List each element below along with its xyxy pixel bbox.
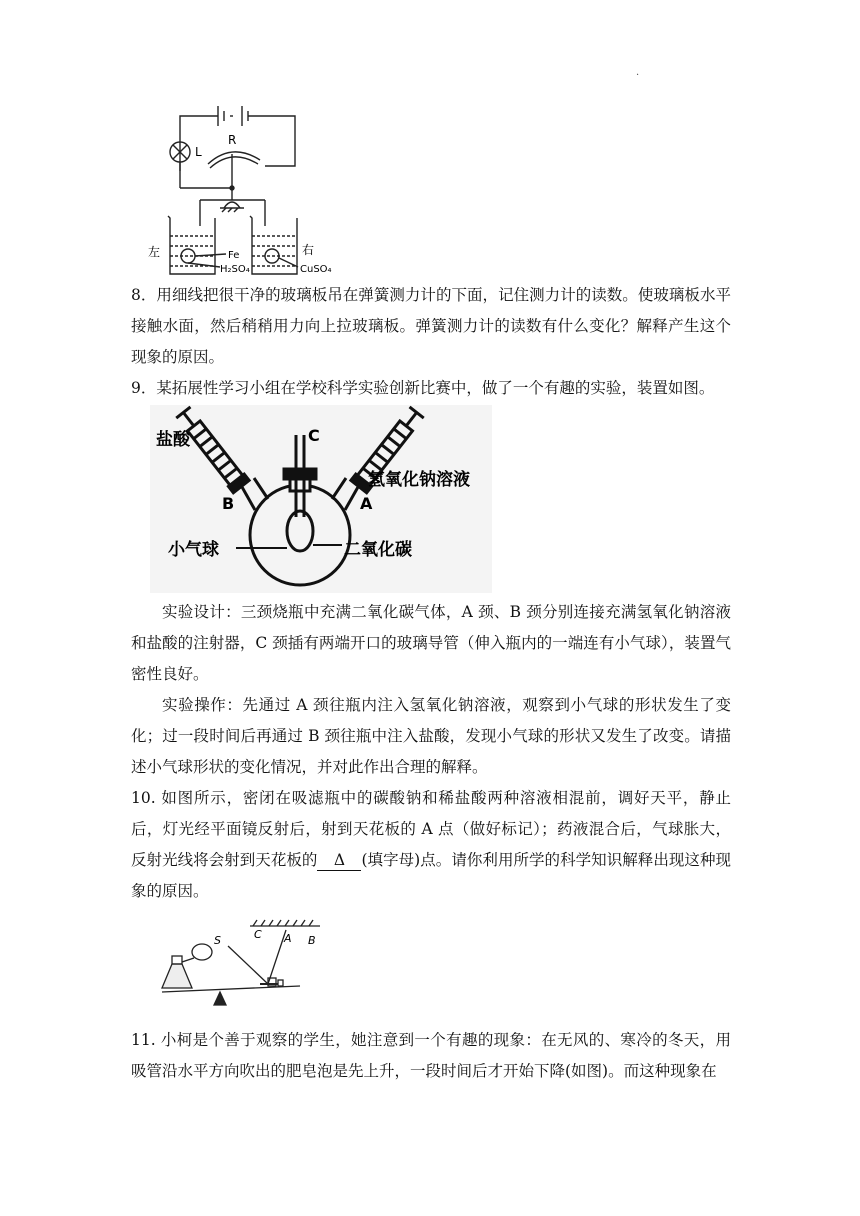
circuit-figure [140,96,340,276]
fe-label: Fe [228,250,240,261]
question-10-text-before: 10. 如图所示，密闭在吸滤瓶中的碳酸钠和稀盐酸两种溶液相混前，调好天平，静止后，灯光经平面镜反射后，射到天花板的 A 点（做好标记）；药液混合后，气球胀大，反射光线将会射到天花板的 [131,789,731,869]
label-a: A [360,494,373,513]
cuso4-label: CuSO₄ [300,264,332,275]
label-a-point: A [284,932,292,945]
left-label: 左 [148,245,161,259]
lamp-label: L [195,145,202,159]
label-c-point: C [254,928,262,941]
question-8: 8．用细线把很干净的玻璃板吊在弹簧测力计的下面，记住测力计的读数。使玻璃板水平接触水面，然后稍稍用力向上拉玻璃板。弹簧测力计的读数有什么变化？解释产生这个现象的原因。 [131,286,731,366]
answer-blank: Δ [317,850,361,871]
right-label: 右 [302,243,315,257]
label-b: B [222,494,235,513]
label-b-point: B [308,934,316,947]
label-s: S [214,934,221,947]
question-11: 11. 小柯是个善于观察的学生，她注意到一个有趣的现象：在无风的、寒冷的冬天，用吸管沿水平方向吹出的肥皂泡是先上升，一段时间后才开始下降(如图)。而这种现象在 [131,1031,731,1080]
corner-mark: · [636,70,640,81]
label-balloon: 小气球 [168,540,219,560]
label-naoh: 氢氧化钠溶液 [368,470,470,490]
flask-figure [150,405,492,593]
question-9-operation: 实验操作：先通过 A 颈往瓶内注入氢氧化钠溶液，观察到小气球的形状发生了变化；过一段时间后再通过 B 颈往瓶中注入盐酸，发现小气球的形状又发生了改变。请描述小气球形状的变化情况，并对此作出合理的解释。 [131,696,731,776]
label-c: C [308,426,320,445]
resistor-label: R [228,133,237,147]
question-10-text-after: (填字母)点。请你利用所学的科学知识解释出现这种现象的原因。 [131,851,731,900]
balance-mirror-figure [150,912,340,1012]
h2so4-label: H₂SO₄ [220,264,250,275]
label-co2: 二氧化碳 [344,540,412,560]
question-10 [131,783,731,907]
question-9-intro: 9．某拓展性学习小组在学校科学实验创新比赛中，做了一个有趣的实验，装置如图。 [131,379,715,397]
label-hcl: 盐酸 [156,430,190,450]
question-9-design: 实验设计：三颈烧瓶中充满二氧化碳气体，A 颈、B 颈分别连接充满氢氧化钠溶液和盐酸的注射器，C 颈插有两端开口的玻璃导管（伸入瓶内的一端连有小气球），装置气密性良好。 [131,603,731,683]
